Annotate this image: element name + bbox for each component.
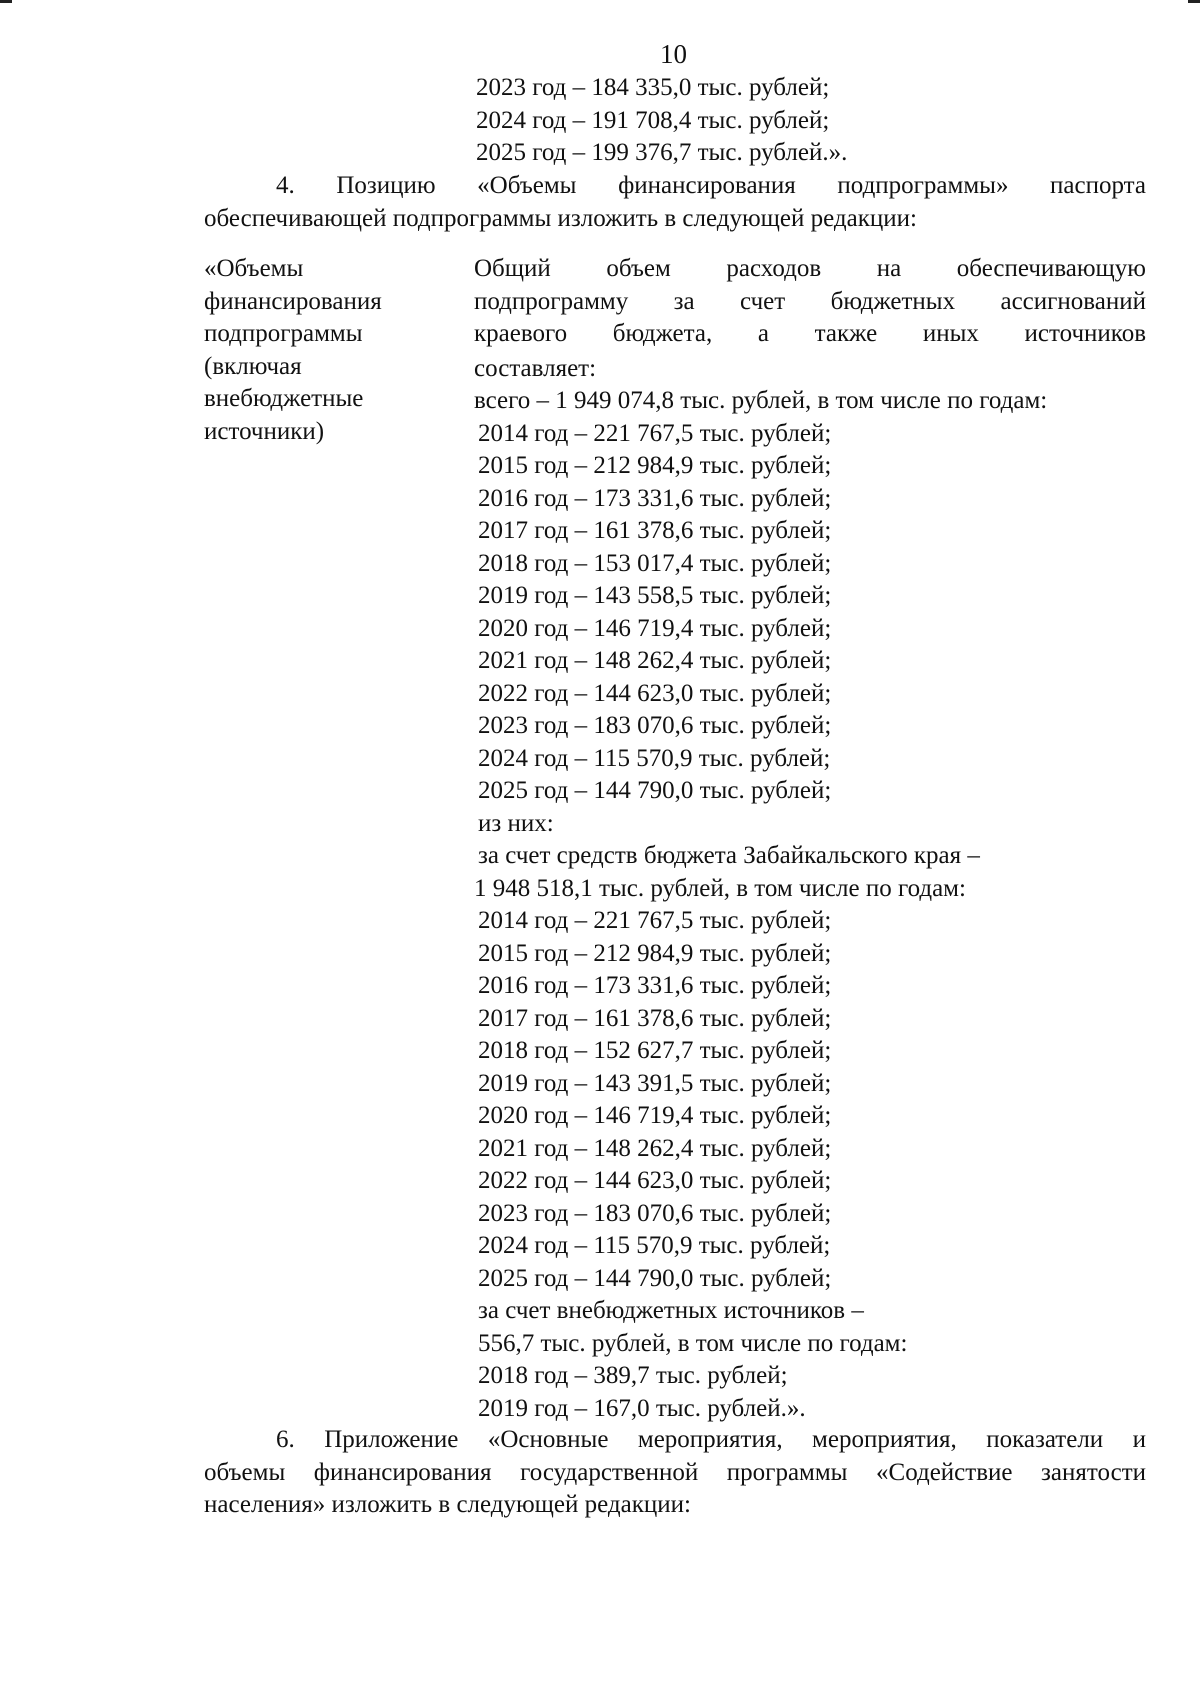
year-line: 2021 год – 148 262,4 тыс. рублей; [478, 647, 832, 674]
intro-line: краевого бюджета, а также иных источников [474, 320, 1146, 347]
year-line: 2025 год – 199 376,7 тыс. рублей.». [476, 139, 848, 166]
year-line: 2025 год – 144 790,0 тыс. рублей; [478, 777, 832, 804]
year-line: 2018 год – 389,7 тыс. рублей; [478, 1362, 788, 1389]
label-line: (включая [204, 352, 302, 380]
intro-line: Общий объем расходов на обеспечивающую [474, 255, 1146, 282]
intro-line: подпрограмму за счет бюджетных ассигнований [474, 287, 1146, 315]
extra-heading: за счет внебюджетных источников – [478, 1297, 864, 1324]
year-line: 2024 год – 115 570,9 тыс. рублей; [478, 1232, 831, 1259]
paragraph-4-line-1: 4. Позицию «Объемы финансирования подпрограммы» паспорта [276, 172, 1146, 199]
regional-total: 1 948 518,1 тыс. рублей, в том числе по годам: [474, 874, 966, 902]
year-line: 2015 год – 212 984,9 тыс. рублей; [478, 939, 832, 967]
year-line: 2025 год – 144 790,0 тыс. рублей; [478, 1264, 832, 1292]
label-line: внебюджетные [204, 385, 364, 412]
year-line: 2020 год – 146 719,4 тыс. рублей; [478, 1102, 832, 1129]
year-line: 2023 год – 184 335,0 тыс. рублей; [476, 74, 830, 101]
extra-total: 556,7 тыс. рублей, в том числе по годам: [478, 1329, 908, 1357]
year-line: 2015 год – 212 984,9 тыс. рублей; [478, 452, 832, 479]
year-line: 2016 год – 173 331,6 тыс. рублей; [478, 972, 832, 999]
label-line: источники) [204, 417, 325, 445]
year-line: 2024 год – 191 708,4 тыс. рублей; [476, 106, 830, 134]
year-line: 2023 год – 183 070,6 тыс. рублей; [478, 1199, 832, 1227]
scan-corner-mark [1188, 0, 1200, 3]
year-line: 2022 год – 144 623,0 тыс. рублей; [478, 1167, 832, 1194]
paragraph-6 [204, 1424, 1146, 1522]
year-line: 2019 год – 143 391,5 тыс. рублей; [478, 1069, 832, 1097]
year-line: 2014 год – 221 767,5 тыс. рублей; [478, 907, 832, 934]
paragraph-4 [204, 170, 1146, 235]
year-line: 2022 год – 144 623,0 тыс. рублей; [478, 679, 832, 707]
of-them-line: из них: [478, 809, 554, 837]
total-line: всего – 1 949 074,8 тыс. рублей, в том числе по годам: [474, 387, 1048, 414]
year-line: 2021 год – 148 262,4 тыс. рублей; [478, 1134, 832, 1162]
year-line: 2016 год – 173 331,6 тыс. рублей; [478, 484, 832, 512]
label-line: подпрограммы [204, 320, 363, 347]
year-line: 2024 год – 115 570,9 тыс. рублей; [478, 744, 831, 772]
year-line: 2014 год – 221 767,5 тыс. рублей; [478, 419, 832, 447]
continued-year-list [476, 72, 847, 170]
paragraph-4-line-2: обеспечивающей подпрограммы изложить в следующей редакции: [204, 204, 917, 232]
year-line: 2020 год – 146 719,4 тыс. рублей; [478, 614, 832, 642]
year-line: 2019 год – 143 558,5 тыс. рублей; [478, 582, 832, 609]
year-line: 2023 год – 183 070,6 тыс. рублей; [478, 712, 832, 739]
label-line: финансирования [204, 287, 382, 315]
year-line: 2017 год – 161 378,6 тыс. рублей; [478, 1004, 832, 1032]
year-line: 2017 год – 161 378,6 тыс. рублей; [478, 517, 832, 544]
paragraph-6-line-3: населения» изложить в следующей редакции: [204, 1491, 691, 1518]
year-line: 2018 год – 152 627,7 тыс. рублей; [478, 1037, 832, 1064]
paragraph-6-line-1: 6. Приложение «Основные мероприятия, мероприятия, показатели и [276, 1426, 1146, 1453]
year-line: 2018 год – 153 017,4 тыс. рублей; [478, 549, 832, 577]
intro-line: составляет: [474, 354, 597, 382]
regional-heading: за счет средств бюджета Забайкальского края – [478, 842, 980, 869]
label-line: «Объемы [204, 255, 304, 282]
page-number: 10 [660, 39, 687, 69]
scan-corner-mark [0, 0, 12, 3]
paragraph-6-line-2: объемы финансирования государственной программы «Содействие занятости [204, 1458, 1146, 1486]
position-content [474, 255, 1146, 1425]
position-label [204, 255, 444, 450]
year-line: 2019 год – 167,0 тыс. рублей.». [478, 1394, 806, 1422]
